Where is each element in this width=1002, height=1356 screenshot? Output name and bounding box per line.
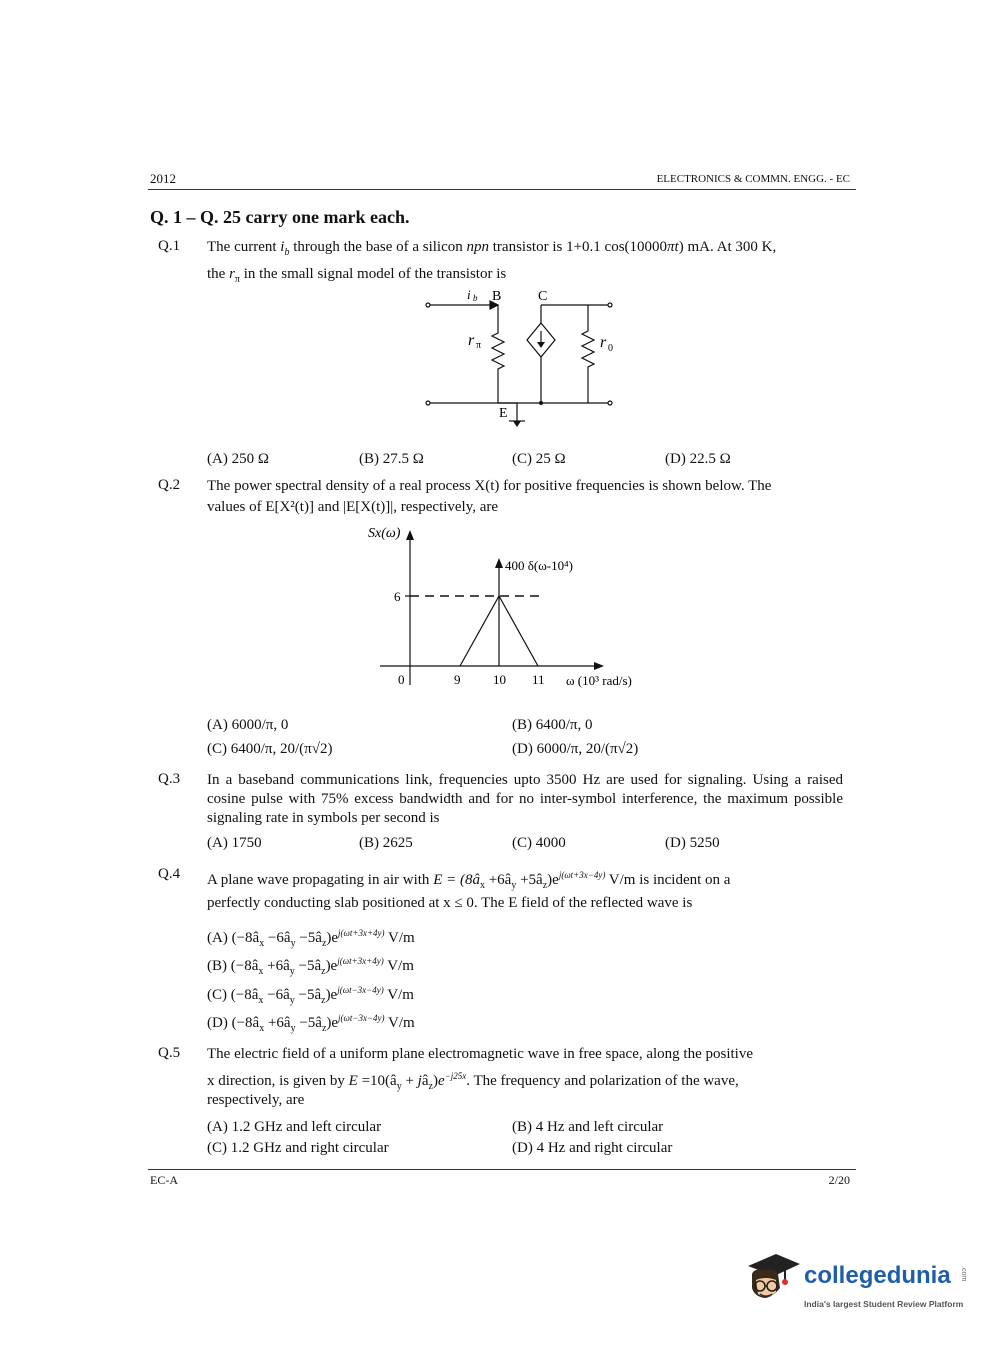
- q5-line1: The electric field of a uniform plane electromagnetic wave in free space, along the positive: [207, 1046, 754, 1062]
- q2-option-a: (A) 6000/π, 0: [207, 717, 289, 733]
- q2-line1: The power spectral density of a real process X(t) for positive frequencies is shown below. The: [207, 478, 772, 494]
- q5-line2: x direction, is given by $E =10(â_y$ + $jâ_z)e^{-j25x}$. The frequency and polarization of the wave,: [207, 1071, 739, 1092]
- q1-option-b: (B) 27.5 Ω: [359, 451, 424, 467]
- q2-psd-chart: [360, 520, 660, 695]
- q4-line1: A plane wave propagating in air with $E = (8â_x$ $+6â_y$ $+5â_z)e^{j(\omega t+3x-4y)}$ V/m is incident on a: [207, 870, 731, 891]
- q2-option-c: (C) 6400/π, 20/(π√2): [207, 741, 333, 757]
- footer-right: 2/20: [828, 1173, 850, 1187]
- logo-dotcom: .com: [960, 1266, 967, 1282]
- q1-option-a: (A) 250 Ω: [207, 451, 269, 467]
- q5-number: Q.5: [158, 1045, 181, 1061]
- logo-tagline: India's largest Student Review Platform: [804, 1299, 964, 1309]
- circuit-e-label: E: [499, 406, 508, 421]
- current-source-arrow-icon: [537, 342, 545, 348]
- header-year: 2012: [150, 171, 176, 186]
- logo-name: collegedunia: [804, 1262, 951, 1289]
- q4-number: Q.4: [158, 866, 181, 882]
- footer-rule: [148, 1169, 856, 1170]
- q4-line2: perfectly conducting slab positioned at x ≤ 0. The E field of the reflected wave is: [207, 895, 693, 911]
- x-tick-label: 11: [532, 672, 545, 687]
- q2-line2: values of E[X²(t)] and |E[X(t)]|, respectively, are: [207, 499, 499, 515]
- q4-option-b: (B) ($-8â_x$ $+6â_y$ $-5â_z)e^{j(\omega t+3x+4y)}$ V/m: [207, 956, 414, 977]
- q5-option-b: (B) 4 Hz and left circular: [512, 1119, 664, 1135]
- q1-line1: The current $i_b$ through the base of a silicon npn transistor is 1+0.1 cos(10000πt) mA. At 300 K,: [207, 239, 777, 258]
- q5-option-d: (D) 4 Hz and right circular: [512, 1140, 673, 1156]
- circuit-ro-label: r: [600, 334, 607, 351]
- circuit-ib-sub: b: [473, 293, 478, 303]
- circuit-rpi-sub: π: [476, 340, 482, 351]
- ground-icon: [513, 421, 521, 427]
- q2-option-d: (D) 6000/π, 20/(π√2): [512, 741, 639, 757]
- q3-option-d: (D) 5250: [665, 835, 720, 851]
- header-subject: ELECTRONICS & COMMN. ENGG. - EC: [656, 173, 850, 185]
- x-axis-arrow-icon: [594, 662, 604, 670]
- q1-option-d: (D) 22.5 Ω: [665, 451, 731, 467]
- q1-line2: the $r_\pi$ in the small signal model of the transistor is: [207, 266, 507, 285]
- y-tick-label: 6: [394, 589, 401, 604]
- section-title: Q. 1 – Q. 25 carry one mark each.: [150, 207, 410, 227]
- q4-option-c: (C) ($-8â_x$ $-6â_y$ $-5â_z)e^{j(\omega t-3x-4y)}$ V/m: [207, 985, 414, 1006]
- x-tick-label: 9: [454, 672, 461, 687]
- q5-option-a: (A) 1.2 GHz and left circular: [207, 1119, 382, 1135]
- footer-left: EC-A: [150, 1173, 178, 1187]
- impulse-label: 400 δ(ω-10⁴): [505, 558, 573, 573]
- circuit-ib-label: i: [467, 287, 471, 302]
- chart-xlabel: ω (10³ rad/s): [566, 673, 632, 688]
- chart-ylabel: Sx(ω): [368, 526, 401, 541]
- circuit-ro-sub: 0: [608, 343, 613, 354]
- x-tick-label: 0: [398, 672, 405, 687]
- q3-number: Q.3: [158, 771, 181, 787]
- x-tick-label: 10: [493, 672, 506, 687]
- circuit-c-label: C: [538, 289, 548, 304]
- q2-option-b: (B) 6400/π, 0: [512, 717, 593, 733]
- logo-mascot-icon: [742, 1248, 804, 1318]
- q3-option-c: (C) 4000: [512, 835, 566, 851]
- q3-text: In a baseband communications link, frequencies upto 3500 Hz are used for signaling. Using a raised cosine pulse with 75% excess bandwidth and for no inter-symbol interference, the maximum possible signaling rate in symbols per second is: [207, 772, 843, 826]
- q4-option-a: (A) ($-8â_x$ $-6â_y$ $-5â_z)e^{j(\omega t+3x+4y)}$ V/m: [207, 928, 415, 949]
- header-rule: [148, 189, 856, 190]
- collegedunia-logo: [742, 1248, 972, 1318]
- impulse-arrow-icon: [495, 558, 503, 568]
- q1-option-c: (C) 25 Ω: [512, 451, 566, 467]
- y-axis-arrow-icon: [406, 530, 414, 540]
- circuit-b-label: B: [492, 289, 502, 304]
- q3-option-b: (B) 2625: [359, 835, 413, 851]
- q5-option-c: (C) 1.2 GHz and right circular: [207, 1140, 389, 1156]
- q2-number: Q.2: [158, 477, 181, 493]
- q4-option-d: (D) ($-8â_x$ $+6â_y$ $-5â_z)e^{j(\omega t-3x-4y)}$ V/m: [207, 1013, 415, 1034]
- q3-option-a: (A) 1750: [207, 835, 262, 851]
- q1-circuit-diagram: [420, 285, 620, 430]
- circuit-rpi-label: r: [468, 332, 475, 349]
- q1-number: Q.1: [158, 238, 181, 254]
- q5-line3: respectively, are: [207, 1092, 305, 1108]
